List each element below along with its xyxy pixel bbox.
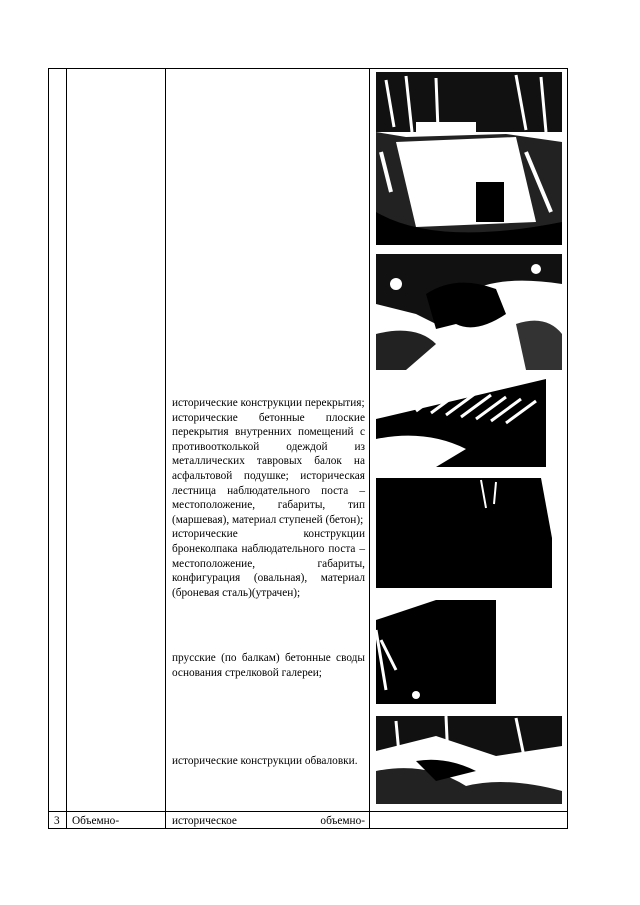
table-right-border [567,68,568,829]
photo-embankment [376,716,562,804]
table-top-border [48,68,568,69]
photo-collapsed-structure [376,254,562,370]
description-block-3: исторические конструкции обваловки. [172,755,358,767]
table-row-divider [48,811,568,812]
row-object-name: Объемно- [72,815,120,827]
table-column-divider-2 [165,68,166,829]
table-column-divider-1 [66,68,67,829]
description-block-1: исторические конструкции перекрытия; исторические бетонные плоские перекрытия внутренних помещений с противоотколькой одеждой из металлических тавровых балок на асфальтовой подушке; историческая лестница наблюдательного поста – местоположение, габариты, тип (маршевая), материал ступеней (бетон); исторические конструкции бронеколпака наблюдательного поста – местоположение, габариты, конфигурация (овальная), материал (броневая сталь)(утрачен); [172,397,365,599]
photo-interior-dark [376,478,552,588]
table-bottom-border [48,828,568,829]
table-column-divider-3 [369,68,370,829]
table-left-border [48,68,49,829]
row-description: историческое объемно- [172,815,365,827]
description-block-2: прусские (по балкам) бетонные своды основания стрелковой галереи; [172,652,365,679]
photo-bunker-exterior [376,72,562,245]
photo-gallery-vault [376,600,496,704]
row-number: 3 [54,815,60,827]
photo-ceiling-beams [376,379,546,467]
